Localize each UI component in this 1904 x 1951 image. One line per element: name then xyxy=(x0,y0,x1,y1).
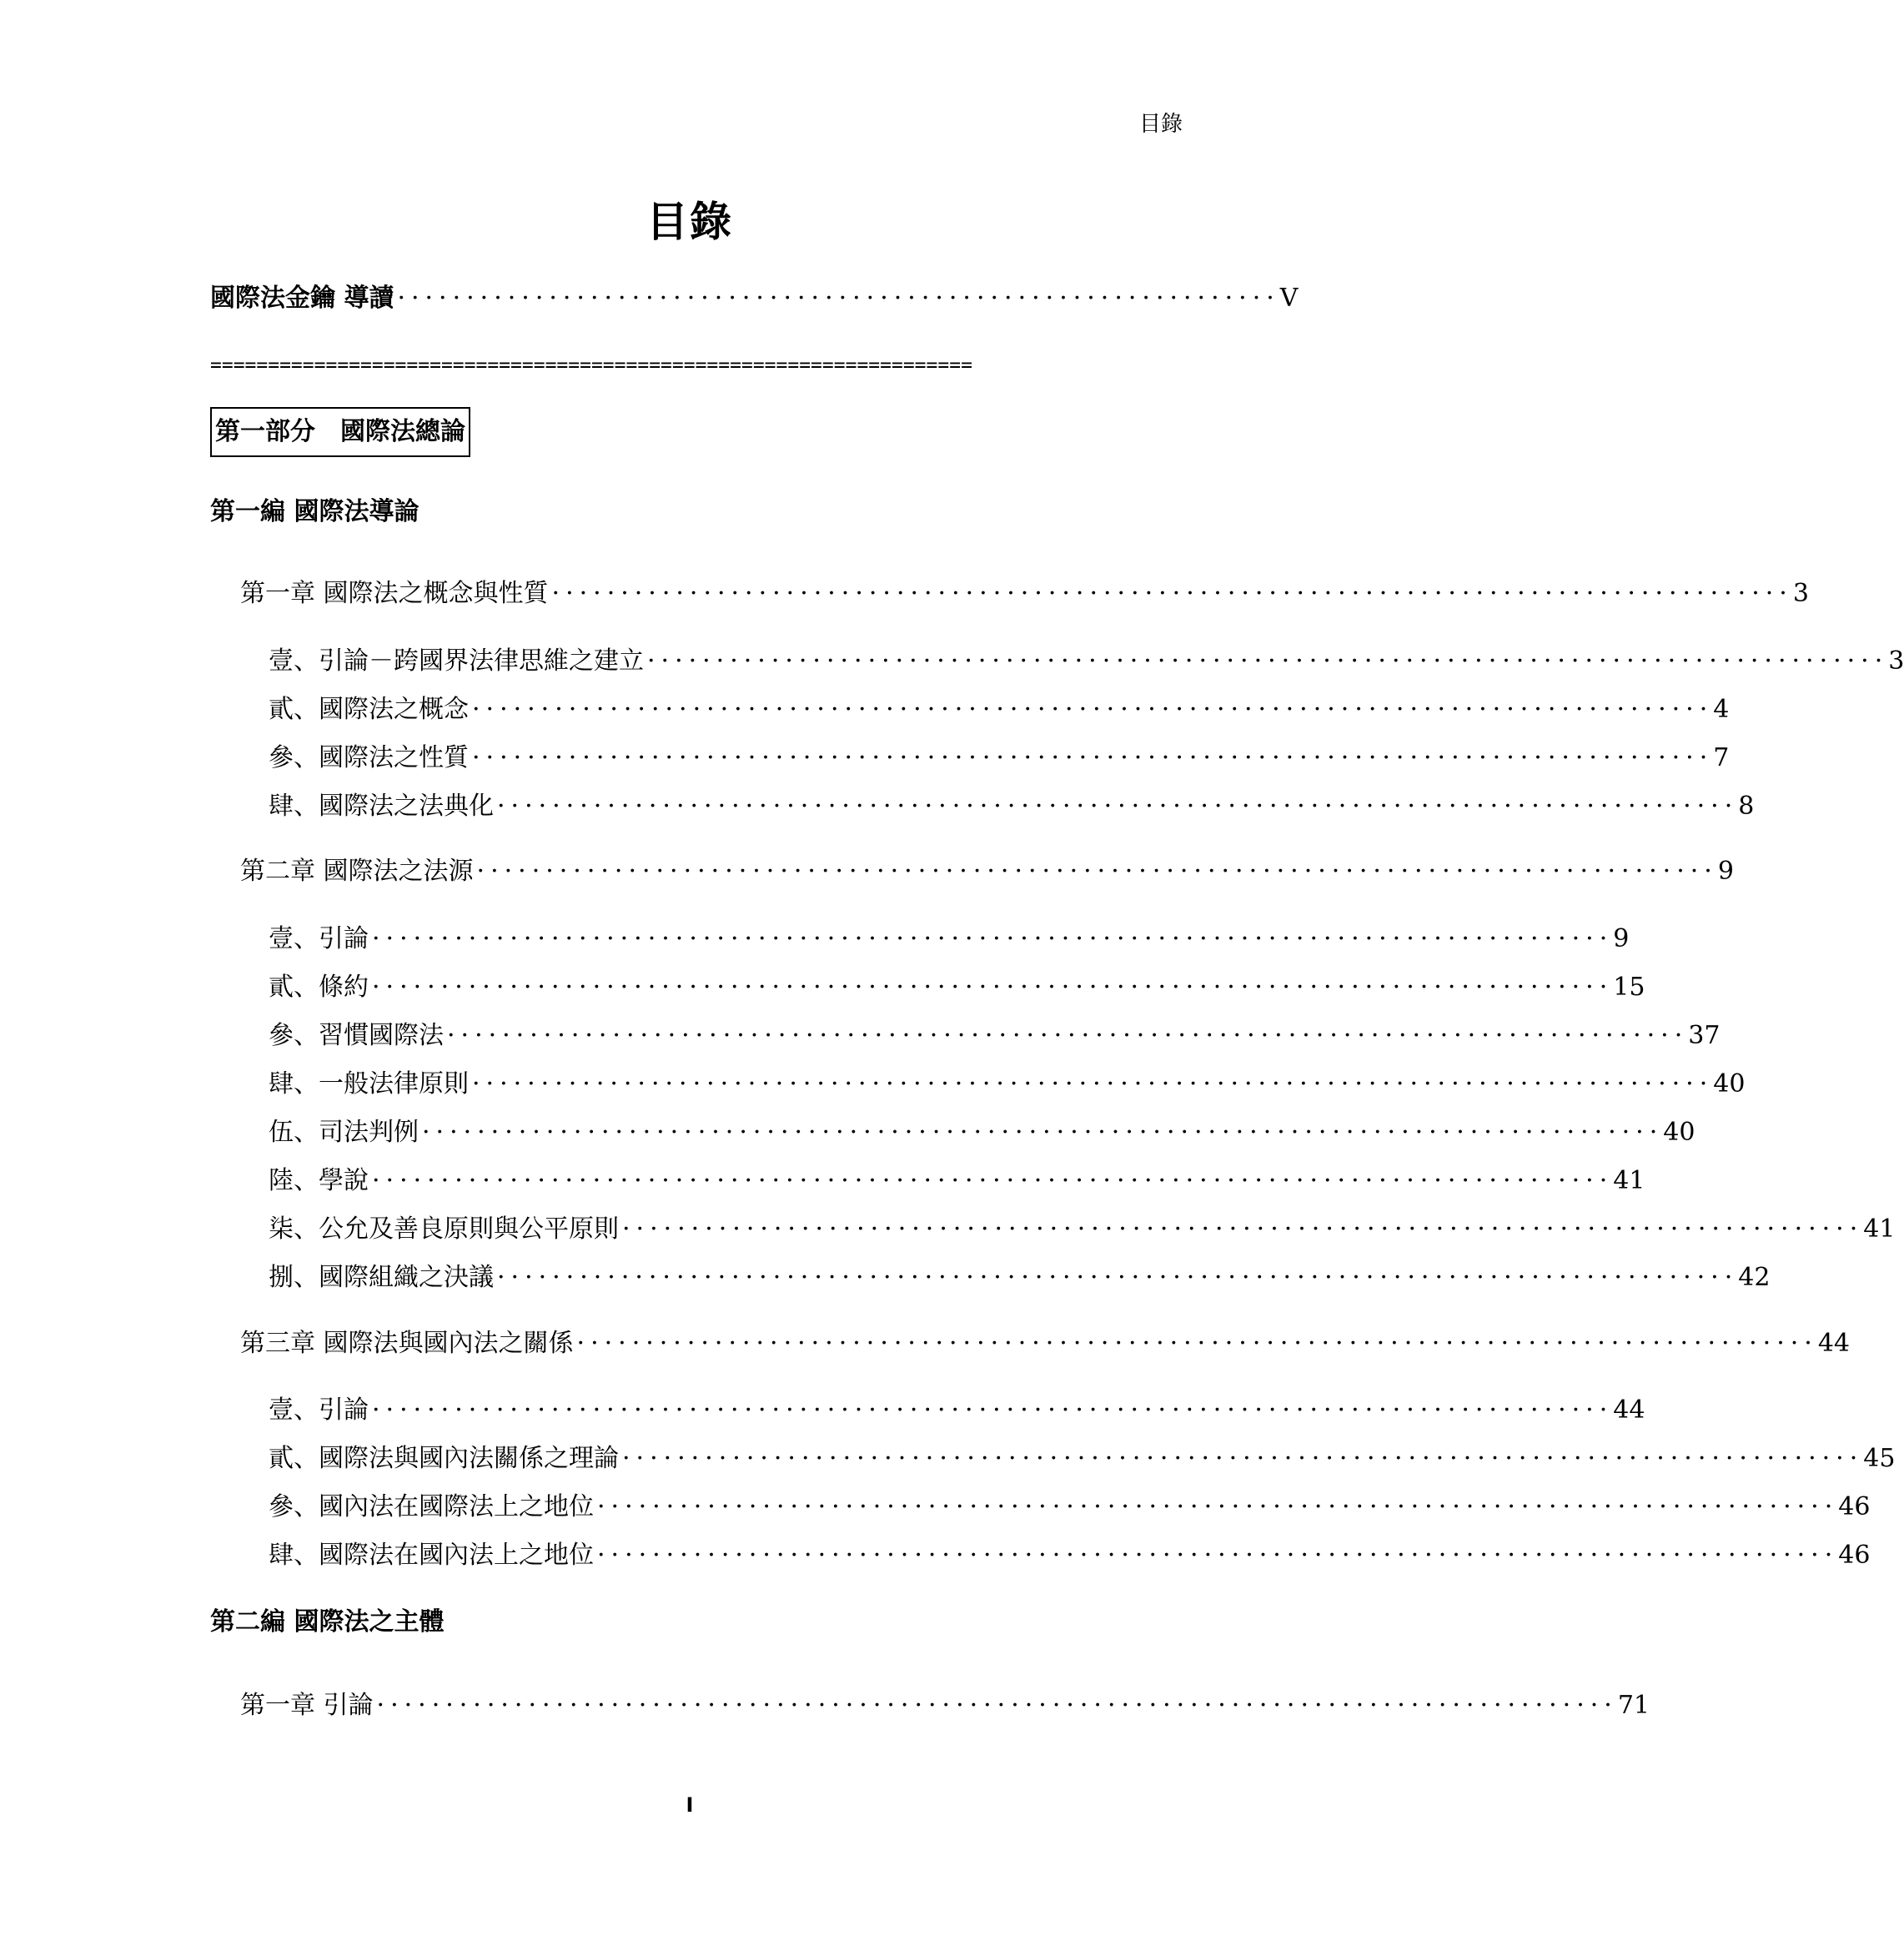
toc-chapter-line[interactable] xyxy=(240,1689,1650,1722)
toc-leader-dots: ·························································································· xyxy=(597,1492,1839,1521)
toc-leader-dots: ·························································································· xyxy=(372,924,1614,953)
toc-section-label: 參、國際法之性質 xyxy=(269,743,469,772)
toc-chapter-line[interactable] xyxy=(240,577,1809,611)
toc-section-page: 40 xyxy=(1713,1069,1746,1099)
toc-section-page: 15 xyxy=(1613,973,1645,1002)
toc-chapter-label: 第一章 國際法之概念與性質 xyxy=(240,579,549,608)
toc-section-line[interactable] xyxy=(269,1394,1645,1427)
toc-section-label: 壹、引論 xyxy=(269,1395,369,1425)
toc-leader-dots: ·························································································· xyxy=(622,1444,1864,1473)
book2-heading: 第二編 國際法之主體 xyxy=(210,1607,445,1637)
toc-chapter-label: 第一章 引論 xyxy=(240,1691,374,1720)
toc-leader-dots: ·························································································· xyxy=(472,743,1714,772)
toc-section-page: 8 xyxy=(1738,792,1755,821)
page-title: 目錄 xyxy=(646,198,733,246)
toc-section-page: 46 xyxy=(1838,1492,1871,1521)
toc-chapter-page: 71 xyxy=(1617,1691,1650,1720)
toc-section-label: 肆、國際法之法典化 xyxy=(269,792,494,821)
toc-section-line[interactable] xyxy=(269,1019,1721,1053)
toc-section-label: 肆、國際法在國內法上之地位 xyxy=(269,1541,594,1570)
toc-section-line[interactable] xyxy=(269,1442,1896,1476)
toc-intro-line[interactable] xyxy=(210,282,1299,315)
toc-chapter-line[interactable] xyxy=(240,855,1734,888)
separator-line: ================================================================== xyxy=(210,354,972,376)
toc-section-line[interactable] xyxy=(269,742,1730,775)
toc-leader-dots: ·························································································· xyxy=(472,695,1714,724)
running-header: 目錄 xyxy=(1138,112,1183,137)
toc-section-page: 45 xyxy=(1863,1444,1896,1473)
toc-section-page: 40 xyxy=(1663,1118,1696,1147)
toc-chapter-page: 3 xyxy=(1792,579,1809,608)
toc-section-page: 4 xyxy=(1713,695,1730,724)
toc-section-line[interactable] xyxy=(269,923,1630,956)
toc-section-line[interactable] xyxy=(269,1539,1871,1572)
toc-section-label: 肆、一般法律原則 xyxy=(269,1069,469,1099)
toc-section-label: 壹、引論－跨國界法律思維之建立 xyxy=(269,646,644,676)
toc-leader-dots: ·························································································· xyxy=(551,579,1793,608)
toc-section-label: 柒、公允及善良原則與公平原則 xyxy=(269,1214,619,1244)
book1-heading: 第一編 國際法導論 xyxy=(210,497,419,526)
toc-section-line[interactable] xyxy=(269,1491,1871,1524)
page-number: I xyxy=(686,1793,694,1817)
toc-section-label: 陸、學說 xyxy=(269,1166,369,1195)
toc-section-page: 46 xyxy=(1838,1541,1871,1570)
toc-leader-dots: ·························································································· xyxy=(647,646,1889,676)
toc-section-label: 參、習慣國際法 xyxy=(269,1021,444,1050)
toc-section-line[interactable] xyxy=(269,1116,1696,1149)
toc-section-page: 7 xyxy=(1713,743,1730,772)
toc-leader-dots: ·························································································· xyxy=(476,857,1718,886)
toc-section-line[interactable] xyxy=(269,971,1645,1004)
toc-chapter-page: 9 xyxy=(1717,857,1734,886)
toc-chapter-line[interactable] xyxy=(240,1327,1850,1360)
toc-leader-dots: ·························································································· xyxy=(447,1021,1689,1050)
toc-chapter-page: 44 xyxy=(1817,1329,1850,1358)
toc-leader-dots: ·························································································· xyxy=(376,1691,1618,1720)
toc-section-label: 捌、國際組織之決議 xyxy=(269,1263,494,1292)
toc-section-line[interactable] xyxy=(269,1261,1771,1295)
toc-chapter-label: 第二章 國際法之法源 xyxy=(240,857,474,886)
toc-section-page: 41 xyxy=(1613,1166,1645,1195)
toc-section-page: 44 xyxy=(1613,1395,1645,1425)
toc-section-label: 壹、引論 xyxy=(269,924,369,953)
toc-leader-dots: ·························································································· xyxy=(576,1329,1818,1358)
toc-section-page: 42 xyxy=(1738,1263,1771,1292)
toc-leader-dots: ·························································································· xyxy=(372,973,1614,1002)
toc-chapter-label: 第三章 國際法與國內法之關係 xyxy=(240,1329,574,1358)
toc-section-page: 3 xyxy=(1888,646,1904,676)
toc-section-label: 貳、條約 xyxy=(269,973,369,1002)
toc-intro-label: 國際法金鑰 導讀 xyxy=(210,284,394,313)
toc-leader-dots: ·························································································· xyxy=(497,792,1739,821)
toc-section-line[interactable] xyxy=(269,1068,1746,1101)
toc-section-label: 貳、國際法之概念 xyxy=(269,695,469,724)
toc-intro-page: V xyxy=(1279,284,1299,313)
toc-section-label: 伍、司法判例 xyxy=(269,1118,419,1147)
toc-section-line[interactable] xyxy=(269,790,1755,823)
toc-section-line[interactable] xyxy=(269,1213,1896,1246)
toc-section-line[interactable] xyxy=(269,645,1904,678)
toc-section-page: 9 xyxy=(1613,924,1630,953)
toc-section-label: 貳、國際法與國內法關係之理論 xyxy=(269,1444,619,1473)
toc-leader-dots: ·························································································· xyxy=(497,1263,1739,1292)
toc-section-line[interactable] xyxy=(269,1164,1645,1198)
toc-leader-dots: ·························································································· xyxy=(622,1214,1864,1244)
toc-section-page: 37 xyxy=(1688,1021,1721,1050)
toc-section-label: 參、國內法在國際法上之地位 xyxy=(269,1492,594,1521)
toc-leader-dots: ································································ xyxy=(397,284,1280,313)
toc-section-line[interactable] xyxy=(269,693,1730,727)
toc-leader-dots: ·························································································· xyxy=(597,1541,1839,1570)
toc-leader-dots: ·························································································· xyxy=(422,1118,1664,1147)
toc-section-page: 41 xyxy=(1863,1214,1896,1244)
toc-leader-dots: ·························································································· xyxy=(372,1395,1614,1425)
part-heading-box: 第一部分 國際法總論 xyxy=(210,407,470,457)
toc-leader-dots: ·························································································· xyxy=(472,1069,1714,1099)
toc-leader-dots: ·························································································· xyxy=(372,1166,1614,1195)
